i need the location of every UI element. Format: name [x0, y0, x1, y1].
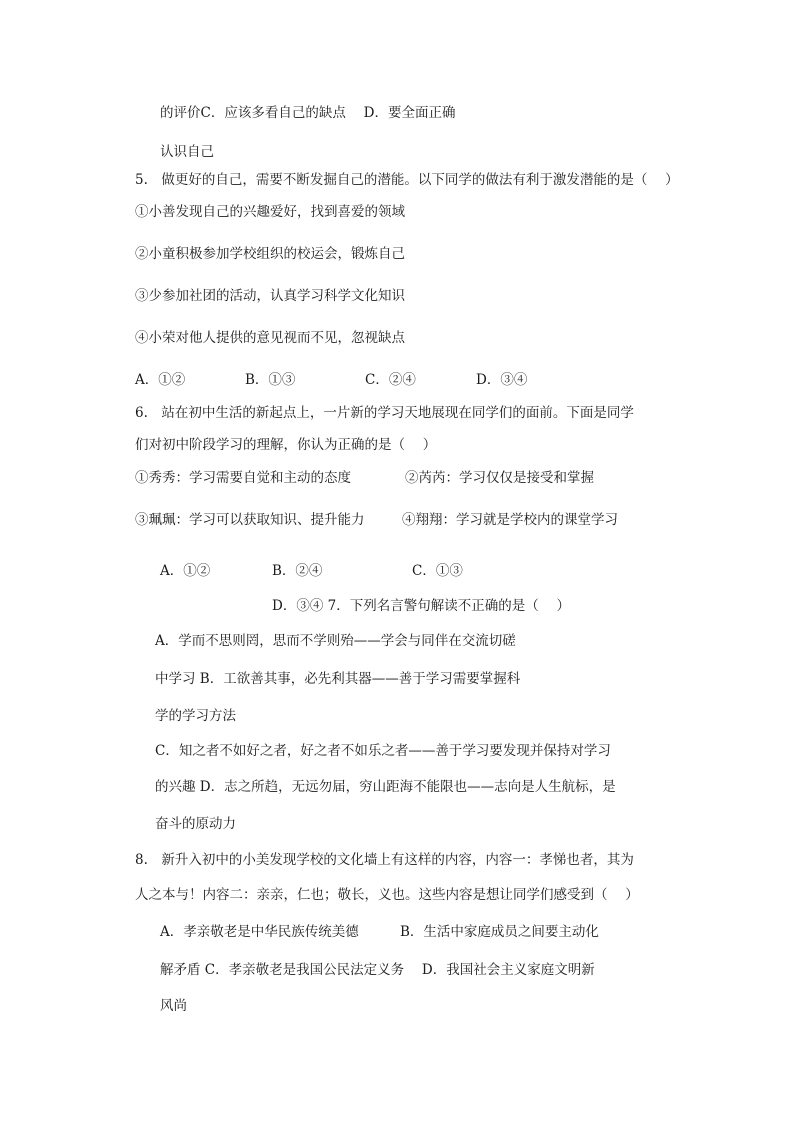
answer-choice-a: A．①②: [135, 372, 186, 388]
text-line: 的评价C．应该多看自己的缺点 D．要全面正确: [160, 105, 456, 121]
question-7-stem: D．③④ 7．下列名言警句解读不正确的是（ ）: [272, 598, 570, 614]
answer-choice-b: B．②④: [272, 563, 323, 579]
answer-choice: C．知之者不如好之者，好之者不如乐之者——善于学习要发现并保持对学习: [155, 743, 611, 759]
option-statement: ③珮珮：学习可以获取知识、提升能力: [135, 512, 365, 528]
answer-choice-a: A．①②: [160, 563, 211, 579]
option-statement: ②芮芮：学习仅仅是接受和掌握: [405, 470, 594, 486]
answer-choice-c: C．②④: [365, 372, 416, 388]
answer-choice-b: B．生活中家庭成员之间要主动化: [400, 924, 599, 940]
question-8-stem: 8. 新升入初中的小美发现学校的文化墙上有这样的内容，内容一：孝悌也者，其为: [135, 852, 634, 868]
answer-choice-a: A．孝亲敬老是中华民族传统美德: [160, 924, 359, 940]
option-statement: ②小童积极参加学校组织的校运会，锻炼自己: [135, 246, 405, 262]
question-6-stem: 6. 站在初中生活的新起点上，一片新的学习天地展现在同学们的面前。下面是同学: [135, 405, 634, 421]
answer-choice-c: C．①③: [412, 563, 463, 579]
answer-choice-b: B．①③: [245, 372, 296, 388]
option-statement: ①秀秀：学习需要自觉和主动的态度: [135, 470, 351, 486]
option-statement: ④翔翔：学习就是学校内的课堂学习: [402, 512, 618, 528]
option-statement: ③少参加社团的活动，认真学习科学文化知识: [135, 288, 405, 304]
question-5-stem: 5. 做更好的自己，需要不断发掘自己的潜能。以下同学的做法有利于激发潜能的是（ ）: [135, 172, 679, 188]
answer-choice-cont: 学的学习方法: [155, 708, 236, 724]
answer-choice-cont: 奋斗的原动力: [155, 816, 236, 832]
answer-choice: A．学而不思则罔，思而不学则殆——学会与同伴在交流切磋: [155, 633, 516, 649]
answer-choice: 解矛盾 C．孝亲敬老是我国公民法定义务 D．我国社会主义家庭文明新: [160, 962, 595, 978]
question-8-stem-cont: 人之本与！内容二：亲亲，仁也；敬长，义也。这些内容是想让同学们感受到（ ）: [135, 887, 639, 903]
answer-choice: 中学习 B．工欲善其事，必先利其器——善于学习需要掌握科: [155, 671, 521, 687]
option-statement: ④小荣对他人提供的意见视而不见，忽视缺点: [135, 330, 405, 346]
option-statement: ①小善发现自己的兴趣爱好，找到喜爱的领域: [135, 204, 405, 220]
question-6-stem-cont: 们对初中阶段学习的理解，你认为正确的是（ ）: [135, 437, 437, 453]
answer-choice: 的兴趣 D．志之所趋，无远勿届，穷山距海不能限也——志向是人生航标，是: [155, 779, 616, 795]
text-line: 认识自己: [160, 144, 214, 160]
answer-choice-cont: 风尚: [160, 998, 187, 1014]
answer-choice-d: D．③④: [476, 372, 528, 388]
